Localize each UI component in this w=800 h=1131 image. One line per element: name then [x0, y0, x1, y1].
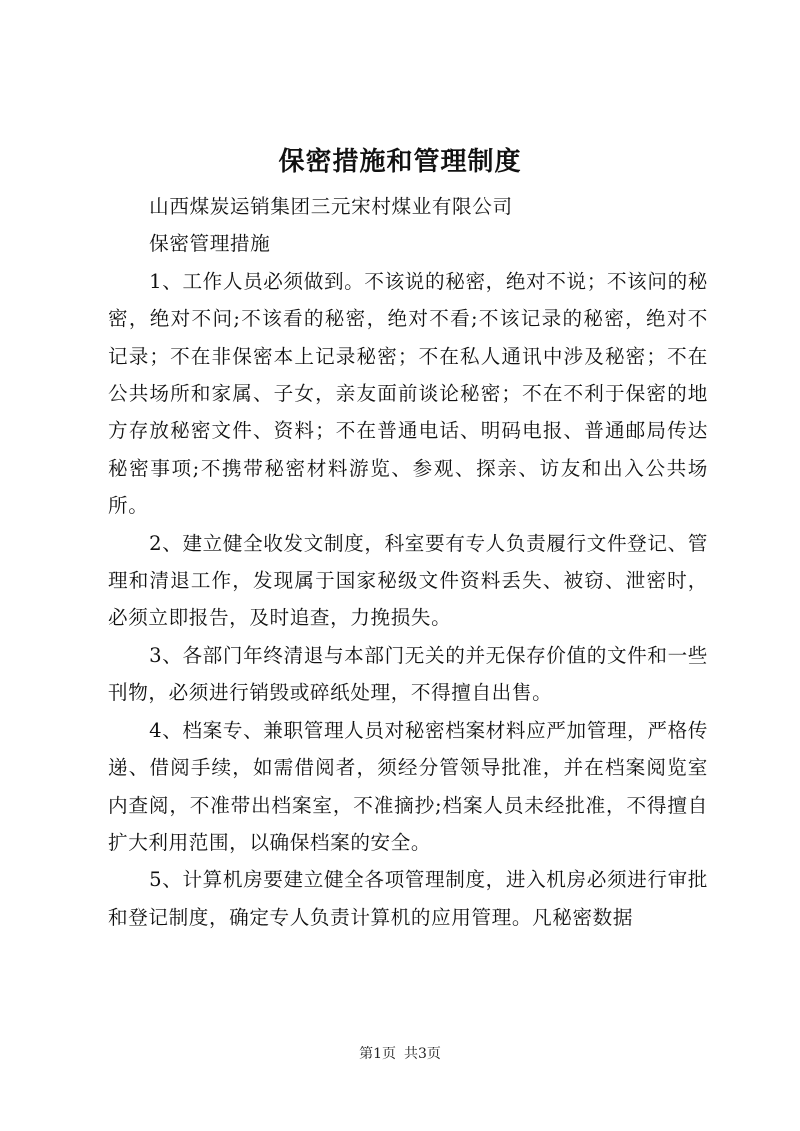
body-paragraph: 3、各部门年终清退与本部门无关的并无保存价值的文件和一些刊物，必须进行销毁或碎纸处理，不得擅自出售。	[108, 643, 708, 705]
page-total: 共3页	[404, 1046, 441, 1062]
company-name-paragraph: 山西煤炭运销集团三元宋村煤业有限公司	[149, 195, 513, 218]
body-paragraph: 5、计算机房要建立健全各项管理制度，进入机房必须进行审批和登记制度，确定专人负责计算机的应用管理。凡秘密数据	[108, 868, 708, 929]
page-footer	[0, 1044, 800, 1064]
body-paragraph: 1、工作人员必须做到。不该说的秘密，绝对不说；不该问的秘密，绝对不问;不该看的秘密，绝对不看;不该记录的秘密，绝对不记录；不在非保密本上记录秘密；不在私人通讯中涉及秘密；不在公共场所和家属、子女，亲友面前谈论秘密；不在不利于保密的地方存放秘密文件、资料；不在普通电话、明码电报、普通邮局传达秘密事项;不携带秘密材料游览、参观、探亲、访友和出入公共场所。	[108, 269, 708, 518]
document-body	[108, 188, 708, 936]
document-title: 保密措施和管理制度	[278, 147, 522, 177]
body-paragraph: 2、建立健全收发文制度，科室要有专人负责履行文件登记、管理和清退工作，发现属于国家秘级文件资料丢失、被窃、泄密时，必须立即报告，及时追查，力挽损失。	[108, 531, 708, 630]
body-paragraph: 4、档案专、兼职管理人员对秘密档案材料应严加管理，严格传递、借阅手续，如需借阅者，须经分管领导批准，并在档案阅览室内查阅，不准带出档案室，不准摘抄;档案人员未经批准，不得擅自扩大利用范围，以确保档案的安全。	[108, 718, 708, 854]
page-number: 第1页	[359, 1046, 396, 1062]
section-heading-paragraph: 保密管理措施	[149, 232, 271, 256]
